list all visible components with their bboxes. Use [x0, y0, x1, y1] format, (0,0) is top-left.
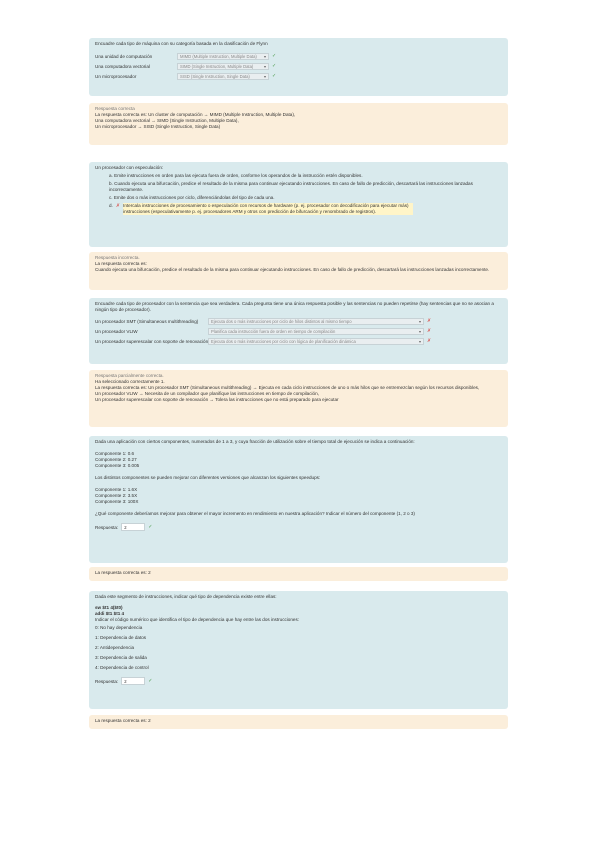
feedback-4 — [89, 567, 508, 581]
code-option: 2: Antidependencia — [95, 645, 135, 650]
answer-label: Respuesta: — [95, 524, 119, 530]
check-icon: ✓ — [272, 63, 277, 69]
code-option: 0: No hay dependencia — [95, 625, 143, 630]
chevron-down-icon: ▾ — [263, 63, 266, 69]
match-row-label: Un procesador SMT (Simultaneous multithreading) — [95, 318, 199, 324]
code-option: 4: Dependencia de control — [95, 665, 149, 670]
option-a[interactable]: a. Emite instrucciones en orden para las ejecuta fuera de orden, conforme los operandos de la instrucción estén disponibles. — [109, 173, 363, 178]
feedback-3 — [89, 370, 508, 427]
feedback-status: Respuesta parcialmente correcta. — [95, 373, 164, 378]
code-option: 3: Dependencia de salida — [95, 655, 147, 660]
option-d[interactable]: Intercala instrucciones de procesamiento o especulación con recursos de hardware (p. ej. procesador con decodificación para ejecutar más) instrucciones (especulativamente p. ej. procesadores ARM y otros con predicción de bifurcación y renombrado de registros). — [123, 203, 413, 215]
cross-icon: ✗ — [115, 203, 121, 209]
feedback-line: La respuesta correcta es: — [95, 261, 147, 266]
match-select-3[interactable]: SISD (Single Instruction, Single Data) ▾ — [177, 73, 269, 80]
match-row-3 — [95, 71, 502, 81]
match-row-label: Un procesador VLIW — [95, 328, 138, 334]
feedback-line: La respuesta correcta es: 2 — [95, 718, 151, 723]
question-5 — [89, 591, 508, 709]
codes-intro: Indicar el código numérico que identifica el tipo de dependencia que hay entre las dos instrucciones: — [95, 617, 300, 622]
feedback-status: Respuesta incorrecta. — [95, 255, 140, 260]
check-icon: ✓ — [148, 524, 153, 530]
answer-label: Respuesta: — [95, 678, 119, 684]
cross-icon: ✗ — [427, 338, 432, 344]
feedback-line: La respuesta correcta es: Un cluster de computación → MIMD (Multiple Instruction, Multiple Data), — [95, 112, 296, 117]
feedback-line: Un procesador superescalar con soporte de renovación → Tolera las instrucciones que no está preparado para ejecutar — [95, 397, 339, 402]
option-b[interactable]: b. Cuando ejecuta una bifurcación, predice el resultado de la misma para continuar ejecutando instrucciones. En caso de fallo de predicción, descartará las instrucciones lanzadas incorrectamente. — [109, 181, 473, 192]
question-2 — [89, 162, 508, 247]
match-select-1[interactable]: Ejecuta dos o más instrucciones por ciclo de hilos distintos al mismo tiempo ▾ — [208, 318, 424, 325]
question-5-prompt: Dada este segmento de instrucciones, indicar qué tipo de dependencia existe entre ellas: — [95, 594, 277, 599]
cross-icon: ✗ — [427, 328, 432, 334]
question-2-prompt: Un procesador con especulación: — [95, 165, 164, 170]
speedup-intro: Los distintos componentes se pueden mejorar con diferentes versiones que alcanzan los siguientes speedups: — [95, 475, 321, 480]
chevron-down-icon: ▾ — [418, 338, 421, 344]
speedup-item: Componente 2: 3.5X — [95, 493, 138, 498]
code-option: 1: Dependencia de datos — [95, 635, 147, 640]
feedback-status: Respuesta correcta — [95, 106, 135, 111]
feedback-line: Una computadora vectorial → SIMD (Single Instruction, Multiple Data), — [95, 118, 239, 123]
question-3 — [89, 298, 508, 364]
feedback-5 — [89, 715, 508, 729]
match-row-label: Una computadora vectorial — [95, 63, 150, 69]
question-1 — [89, 38, 508, 96]
option-d-letter: d. — [109, 203, 113, 208]
chevron-down-icon: ▾ — [418, 318, 421, 324]
question-4 — [89, 436, 508, 563]
match-select-3[interactable]: Ejecuta dos o más instrucciones por ciclo con lógica de planificación dinámica ▾ — [208, 338, 424, 345]
speedup-item: Componente 3: 100X — [95, 499, 139, 504]
check-icon: ✓ — [272, 73, 277, 79]
cross-icon: ✗ — [427, 318, 432, 324]
component-item: Componente 2: 0.27 — [95, 457, 137, 462]
feedback-line: Un procesador VLIW → Necesita de un compilador que planifique las instrucciones en tiempo de compilación, — [95, 391, 319, 396]
chevron-down-icon: ▾ — [263, 53, 266, 59]
match-select-2[interactable]: Planifica cada instrucción fuera de orden en tiempo de compilación ▾ — [208, 328, 424, 335]
feedback-line: La respuesta correcta es: Un procesador SMT (Simultaneous multithreading) → Ejecuta en cada ciclo instrucciones de uno o más hilos que se entremezclan según los recursos disponibles, — [95, 385, 480, 390]
match-row-2 — [95, 326, 502, 336]
match-row-1 — [95, 316, 502, 326]
code-line: addi $t1 $t1 4 — [95, 611, 125, 616]
match-select-2[interactable]: SIMD (Single Instruction, Multiple Data) ▾ — [177, 63, 269, 70]
question-1-prompt: Encuadre cada tipo de máquina con su categoría basada en la clasificación de Flynn — [95, 41, 268, 46]
check-icon: ✓ — [148, 678, 153, 684]
check-icon: ✓ — [272, 53, 277, 59]
feedback-line: La respuesta correcta es: 2 — [95, 570, 151, 575]
match-row-label: Una unidad de computación — [95, 53, 153, 59]
chevron-down-icon: ▾ — [418, 328, 421, 334]
feedback-1 — [89, 103, 508, 145]
feedback-line: Ha seleccionado correctamente 1. — [95, 379, 165, 384]
speedup-item: Componente 1: 1.6X — [95, 487, 138, 492]
feedback-2 — [89, 252, 508, 290]
match-row-1 — [95, 51, 502, 61]
feedback-line: Un microprocesador → SISD (Single Instruction, Single Data) — [95, 124, 221, 129]
match-row-label: Un procesador superescalar con soporte de renovación — [95, 338, 209, 344]
match-row-3 — [95, 336, 502, 346]
answer-input[interactable]: 2 — [121, 677, 145, 685]
component-item: Componente 1: 0.6 — [95, 451, 135, 456]
chevron-down-icon: ▾ — [263, 73, 266, 79]
code-line: sw $t1 4($t0) — [95, 605, 123, 610]
match-select-1[interactable]: MIMD (Multiple Instruction, Multiple Data) ▾ — [177, 53, 269, 60]
option-c[interactable]: c. Emite dos o más instrucciones por ciclo, diferenciándolas del tipo de cada una. — [109, 195, 275, 200]
feedback-line: Cuando ejecuta una bifurcación, predice el resultado de la misma para continuar ejecutando instrucciones. En caso de fallo de predicción, descartará las instrucciones lanzadas incorrectamente. — [95, 267, 490, 272]
match-row-label: Un microprocesador — [95, 73, 137, 79]
component-item: Componente 3: 0.005 — [95, 463, 140, 468]
answer-input[interactable]: 2 — [121, 523, 145, 531]
question-3-prompt: Encuadre cada tipo de procesador con la sentencia que sea verdadera. Cada pregunta tiene una única respuesta posible y las sentencias no pueden repetirse (hay sentencias que no se asocian a ningún tipo de procesador). — [95, 301, 494, 312]
question-4-prompt: Dada una aplicación con ciertos componentes, numerados de 1 a 3, y cuya fracción de utilización sobre el tiempo total de ejecución se indica a continuación: — [95, 439, 415, 444]
question-4-ask: ¿Qué componente deberíamos mejorar para obtener el mayor incremento en rendimiento en nuestra aplicación? Indicar el número del componente (1, 2 o 3) — [95, 511, 415, 516]
match-row-2 — [95, 61, 502, 71]
